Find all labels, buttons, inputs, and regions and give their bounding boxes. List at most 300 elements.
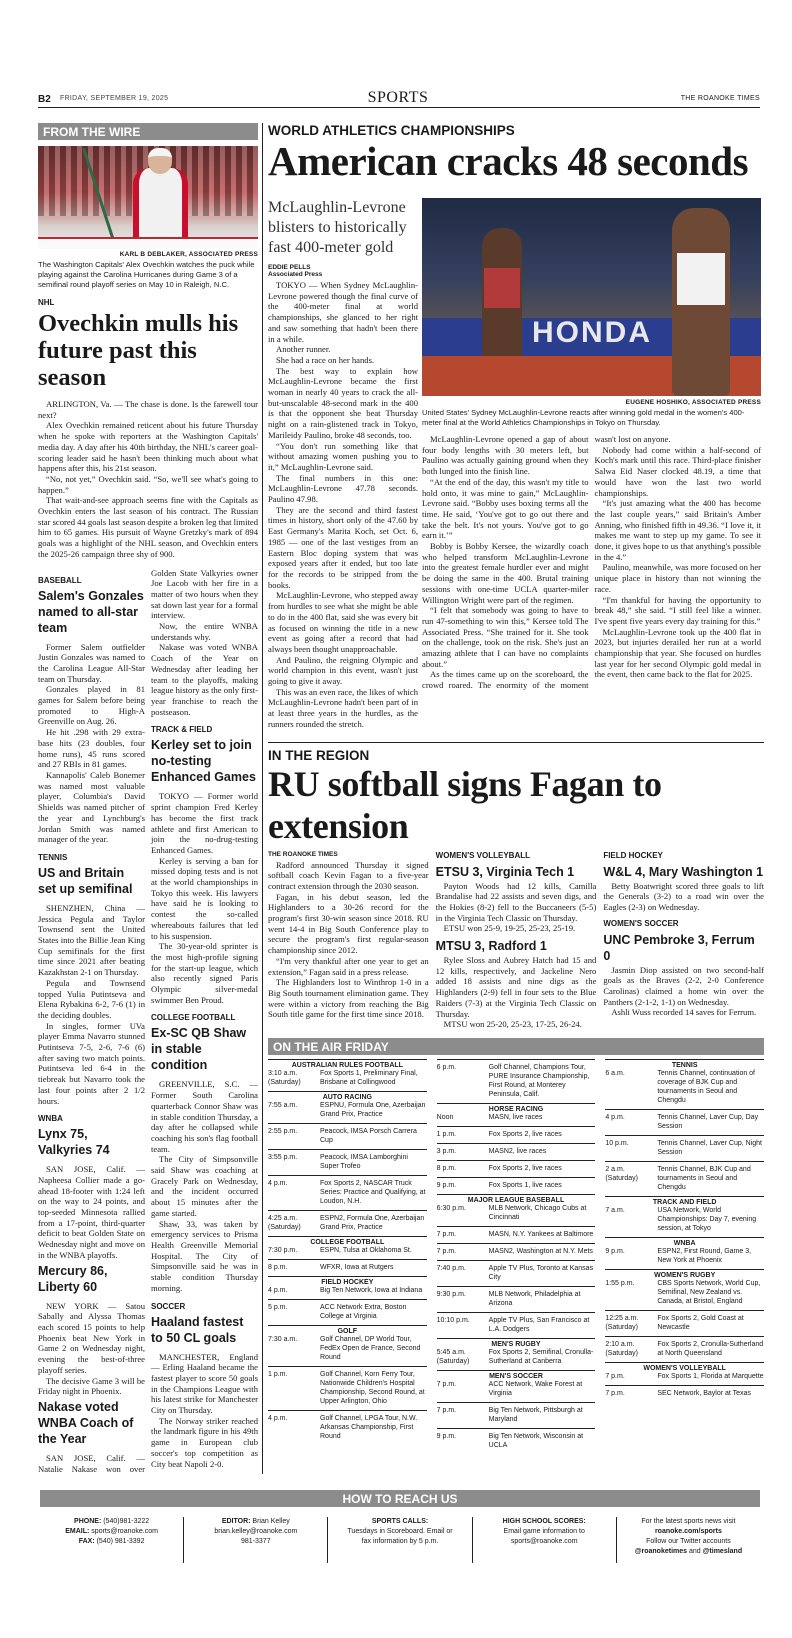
tv-listing xyxy=(437,1160,596,1177)
tv-listing xyxy=(605,1372,764,1385)
contact-line xyxy=(332,1517,467,1527)
tv-time: 9 p.m. xyxy=(605,1247,625,1255)
lead-body-row xyxy=(268,198,764,730)
contact-banner: HOW TO REACH US xyxy=(40,1490,760,1507)
tv-description: Peacock, IMSA Lamborghini Super Trofeo xyxy=(320,1153,408,1170)
tv-listing xyxy=(268,1259,427,1276)
contact-text: (540) 981-3392 xyxy=(94,1538,145,1546)
paragraph: Former Salem outfielder Justin Gonzales was named to the Carolina League All-Star team on Thursday. xyxy=(38,641,145,684)
brief-headline: Nakase voted WNBA Coach of the Year xyxy=(38,1399,134,1446)
tv-sport-heading: HORSE RACING xyxy=(437,1103,596,1113)
paragraph: Kannapolis' Caleb Bonemer was named most valuable player, Columbia's David Shields was named pitcher of the year and Lynchburg's Jordan Smith was named manager of the year. xyxy=(38,769,145,845)
contact-label: FAX: xyxy=(78,1538,95,1546)
tv-description: Fox Sports 2, Cronulla-Sutherland at North Queensland xyxy=(657,1340,764,1357)
tv-time: 4 p.m. xyxy=(268,1179,288,1187)
tv-description: Tennis Channel, Laver Cup, Night Session xyxy=(657,1139,762,1156)
brief-kicker: WOMEN'S VOLLEYBALL xyxy=(435,850,530,860)
paragraph: The best way to explain how McLaughlin-Levrone became the first woman in nearly 40 years to crack the all-but-unscalable 48-second mark in the 400 is that the opponent she beat Thursday night on a rain-glistened track in Tokyo, Marileidy Paulino, broke 48 seconds, too. xyxy=(268,365,418,440)
tv-description: MLB Network, Philadelphia at Arizona xyxy=(488,1290,581,1307)
brief xyxy=(151,725,258,1005)
paragraph: Betty Boatwright scored three goals to lift the Generals (3-2) to a road win over the Eagles (2-3) on Wednesday. xyxy=(603,880,764,912)
tv-listing xyxy=(268,1069,427,1091)
lead-photo-caption: United States' Sydney McLaughlin-Levrone reacts after winning gold medal in the women's 400-meter final at the World Athletics Championships in Tokyo on Thursday. xyxy=(422,408,745,427)
lead-body-col-1 xyxy=(268,280,418,730)
tv-listing xyxy=(268,1123,427,1149)
paragraph: Payton Woods had 12 kills, Camilla Brandalise had 22 assists and seven digs, and the Hokies (8-2) fell to the Buccaneers (5-5) in the Virginia Tech Classic on Thursday. xyxy=(435,880,597,923)
paragraph: MTSU won 25-20, 25-23, 17-25, 26-24. xyxy=(443,1019,582,1030)
tv-sport-heading: WOMEN'S VOLLEYBALL xyxy=(605,1362,764,1372)
contact-text: Follow our Twitter accounts xyxy=(646,1538,731,1546)
paragraph: Kerley is serving a ban for missed doping tests and is not at the world championships in Tokyo this week. His lawyers have said he is looking to contest the so-called whereabouts failures that led to his suspension. xyxy=(151,855,258,941)
tv-description: Tennis Channel, continuation of coverage of BJK Cup and tournaments in Seoul and Chengdu xyxy=(657,1069,756,1104)
tv-listing xyxy=(268,1335,427,1366)
contact-line xyxy=(621,1537,756,1547)
tv-time: 7 p.m. xyxy=(436,1230,457,1238)
tv-listing xyxy=(605,1069,764,1109)
tv-time: 7:30 a.m. xyxy=(268,1335,298,1343)
tv-description: Big Ten Network, Pittsburgh at Maryland xyxy=(488,1406,583,1423)
brief-headline: US and Britain set up semifinal xyxy=(38,865,133,896)
tv-time: 4 p.m. xyxy=(268,1414,288,1422)
paragraph: This was an even race, the likes of which McLaughlin-Levrone hadn't been part of in at least three years in the hurdles, as the runners rounded the stretch. xyxy=(268,686,418,729)
paragraph: That wait-and-see approach seems fine with the Capitals as Ovechkin enters the last season of his contract. The Russian star scored 44 goals last season despite a broken leg that limited him to 65 games. His pursuit of Wayne Gretzky's mark of 894 goals was a highlight of the NHL season, and Ovechkin enters the 2025-26 campaign three shy of 900. xyxy=(38,495,258,559)
tv-sport-heading: MEN'S RUGBY xyxy=(437,1338,596,1348)
tv-listing xyxy=(437,1380,596,1402)
paragraph: ARLINGTON, Va. — The chase is done. Is the farewell tour next? xyxy=(38,399,258,420)
lead-headline: American cracks 48 seconds xyxy=(268,138,749,184)
tv-time: 1:55 p.m. xyxy=(605,1279,635,1287)
lead-kicker: WORLD ATHLETICS CHAMPIONSHIPS xyxy=(268,123,515,138)
section-banner: FROM THE WIRE xyxy=(38,123,258,140)
tv-description: Apple TV Plus, San Francisco at L.A. Dodgers xyxy=(488,1316,590,1333)
paragraph: “No, not yet,” Ovechkin said. “So, we'll see what's going to happen.” xyxy=(38,473,258,495)
paragraph: TOKYO — Former world sprint champion Fred Kerley has become the first track athlete and first American to join the no-drug-testing Enhanced Games. xyxy=(151,791,258,855)
tv-description: MASN2, Washington at N.Y. Mets xyxy=(488,1247,593,1255)
tv-time: 2 a.m. (Saturday) xyxy=(605,1165,639,1182)
contact-text: Email game information to xyxy=(503,1528,585,1536)
paragraph: “You don't run something like that without amazing women pushing you to it,” McLaughlin-Levrone said. xyxy=(268,440,418,472)
paragraph: Fagan, in his debut season, led the Highlanders to a 30-26 record for the program's first 30-win season since 2018. RU went 14-4 in Big South Conference play to secure the program's first regular-season championship since 2012. xyxy=(268,891,429,956)
brief-headline: UNC Pembroke 3, Ferrum 0 xyxy=(603,932,755,963)
region-section xyxy=(268,742,764,1030)
tv-listing xyxy=(268,1366,427,1410)
tv-listing xyxy=(605,1109,764,1135)
tv-listing xyxy=(437,1177,596,1194)
paragraph: Radford announced Thursday it signed softball coach Kevin Fagan to a five-year contract extension through the 2030 season. xyxy=(268,859,429,891)
tv-listing xyxy=(605,1247,764,1269)
tv-time: 7 p.m. xyxy=(436,1247,457,1255)
paragraph: Alex Ovechkin remained reticent about his future Thursday when he spoke with reporters at the Washington Capitals' media day. A day after his 40th birthday, the NHL's career goal-scoring leader said he hasn't been thinking much about what happens after this, his 21st season. xyxy=(38,420,258,474)
tv-listing xyxy=(605,1336,764,1362)
tv-column xyxy=(437,1059,596,1454)
tv-listing xyxy=(268,1246,427,1259)
region-byline: THE ROANOKE TIMES xyxy=(268,850,338,858)
tv-time: 3:55 p.m. xyxy=(268,1153,298,1161)
tv-time: 4 p.m. xyxy=(268,1286,288,1294)
photo-sign-text: HONDA xyxy=(532,316,652,349)
tv-time: 6 a.m. xyxy=(605,1069,625,1077)
mclaughlin-levrone-photo xyxy=(422,198,761,396)
brief-kicker: COLLEGE FOOTBALL xyxy=(151,1013,236,1023)
right-column xyxy=(262,123,764,1474)
paragraph: “I'm thankful for having the opportunity to break 48,” she said. “I still feel like a winner. I've spent five years every day training for this.” xyxy=(594,594,761,626)
paragraph: The Highlanders lost to Winthrop 1-0 in a Big South tournament elimination game. They were within a victory from reaching the Big South title game for the first time since 2018. xyxy=(268,977,429,1020)
tv-listing xyxy=(437,1204,596,1226)
tv-listing xyxy=(437,1348,596,1370)
paragraph: As the times came up on the scoreboard, the crowd roared. The enormity of the moment wasn't lost on anyone. xyxy=(422,434,671,691)
paragraph: ETSU won 25-9, 19-25, 25-23, 25-19. xyxy=(443,923,576,934)
tv-listing xyxy=(437,1126,596,1143)
brief-kicker: WNBA xyxy=(38,1114,63,1124)
tv-description: Fox Sports 2, live races xyxy=(488,1164,562,1172)
tv-time: 7:40 p.m. xyxy=(436,1264,466,1272)
tv-listing xyxy=(605,1206,764,1237)
brief xyxy=(151,1302,258,1470)
tv-description: Golf Channel, Champions Tour, PURE Insurance Championship, First Round, at Monterey Peninsula, Calif. xyxy=(488,1063,590,1098)
tv-time: 5 p.m. xyxy=(268,1303,288,1311)
tv-listing xyxy=(437,1113,596,1126)
tv-sport-heading: FIELD HOCKEY xyxy=(268,1276,427,1286)
tv-time: 9:30 p.m. xyxy=(436,1290,466,1298)
contact-line xyxy=(477,1537,612,1547)
contact-item xyxy=(40,1517,184,1563)
contact-text: fax information by 5 p.m. xyxy=(361,1538,439,1546)
paragraph: “I felt that somebody was going to have to run 47-something to win this,” Kersee told The Associated Press. “She trained for it. She took on the challenge, took on the risk. She's just an amazing athlete that I can have no complaints about.” xyxy=(422,605,589,669)
contact-item xyxy=(617,1517,760,1563)
brief-kicker: TENNIS xyxy=(38,852,68,862)
tv-description: Big Ten Network, Iowa at Indiana xyxy=(320,1286,423,1294)
brief-headline: W&L 4, Mary Washington 1 xyxy=(603,864,764,879)
tv-listing xyxy=(437,1243,596,1260)
tv-sport-heading: MEN'S SOCCER xyxy=(437,1370,596,1380)
brief-kicker: BASEBALL xyxy=(38,575,82,585)
lead-right xyxy=(422,198,761,730)
contact-label: @roanoketimes xyxy=(634,1548,688,1556)
brief-headline: Haaland fastest to 50 CL goals xyxy=(151,1314,244,1345)
lead-photo-credit: EUGENE HOSHIKO, ASSOCIATED PRESS xyxy=(625,399,761,406)
contact-text: and xyxy=(687,1548,703,1556)
tv-time: 7:55 a.m. xyxy=(268,1101,298,1109)
paragraph: McLaughlin-Levrone took up the 400 flat in 2023, but injuries derailed her run at a world championship that year. She focused on hurdles last year for her second Olympic gold medal in the event, then came back to the flat for 2025. xyxy=(594,626,761,680)
brief-headline: Salem's Gonzales named to all-star team xyxy=(38,588,144,635)
tv-sport-heading: MAJOR LEAGUE BASEBALL xyxy=(437,1194,596,1204)
tv-description: Fox Sports 1, Florida at Marquette xyxy=(657,1372,764,1380)
paragraph: SAN JOSE, Calif. — Napheesa Collier made a go-ahead 18-footer with 1:24 left on the way to 24 points, and top-seeded Minnesota rallied from a 17-point, third-quarter deficit to beat Golden State on Wednesday night and move on in the WNBA playoffs. xyxy=(38,1164,145,1260)
paragraph: The 30-year-old sprinter is the most high-profile signing for the start-up league, which also recently signed Paris Olympic silver-medal swimmer Ben Proud. xyxy=(151,941,258,1005)
tv-banner: ON THE AIR FRIDAY xyxy=(268,1038,764,1055)
tv-time: 9 p.m. xyxy=(436,1432,457,1440)
tv-time: 7 p.m. xyxy=(605,1389,625,1397)
brief xyxy=(38,576,145,845)
brief-headline: Kerley set to join no-testing Enhanced Games xyxy=(151,738,256,785)
paragraph: MANCHESTER, England — Erling Haaland became the fastest player to score 50 goals in the Champions League with his latest strike for Manchester City on Thursday. xyxy=(151,1351,258,1416)
contact-item xyxy=(184,1517,328,1563)
tv-description: ACC Network, Wake Forest at Virginia xyxy=(488,1380,583,1397)
brief xyxy=(38,1263,145,1397)
tv-time: 8 p.m. xyxy=(268,1263,288,1271)
contact-label: SPORTS CALLS: xyxy=(371,1518,429,1526)
paragraph: The Norway striker reached the landmark figure in his 49th game in European club soccer's top competition as City beat Napoli 2-0. xyxy=(151,1415,258,1469)
contact-text: brian.kelley@roanoke.com xyxy=(214,1528,298,1536)
tv-sport-heading: TRACK AND FIELD xyxy=(605,1196,764,1206)
contact-text: Tuesdays in Scoreboard. Email or xyxy=(347,1528,453,1536)
brief xyxy=(38,1114,145,1260)
contact-line xyxy=(621,1527,756,1537)
paragraph: Nobody had come within a half-second of Koch's mark until this race. Third-place finisher Salwa Eid Naser clocked 48.19, a time that would have won the last two world championships. xyxy=(594,444,761,498)
contact-text: Brian Kelley xyxy=(250,1518,290,1526)
tv-listing xyxy=(437,1286,596,1312)
contact-label: EMAIL: xyxy=(65,1528,90,1536)
page-number: B2 xyxy=(38,94,51,105)
contact-line xyxy=(477,1527,612,1537)
contact-label: @timesland xyxy=(702,1548,743,1556)
tv-description: WFXR, Iowa at Rutgers xyxy=(320,1263,394,1271)
tv-description: Fox Sports 2, NASCAR Truck Series: Practice and Qualifying, at Loudon, N.H. xyxy=(320,1179,426,1205)
brief xyxy=(151,1013,258,1293)
paragraph: Another runner. xyxy=(276,344,331,355)
tv-time: 2:10 a.m. (Saturday) xyxy=(605,1340,639,1357)
paragraph: Bobby is Bobby Kersee, the wizardly coach who helped transform McLaughlin-Levrone into the greatest female hurdler ever and might be doing the same in the 400. Brutal training sessions with one-time UCLA quarter-miler Willington Wright were part of the regimen. xyxy=(422,541,589,605)
tv-time: 4 p.m. xyxy=(605,1113,625,1121)
tv-sport-heading: TENNIS xyxy=(605,1059,764,1069)
brief xyxy=(38,853,145,1106)
tv-listing xyxy=(605,1279,764,1310)
photo-caption: The Washington Capitals' Alex Ovechkin watches the puck while playing against the Carolina Hurricanes during Game 3 of a semifinal round playoff series on May 10 in Raleigh, N.C. xyxy=(38,260,255,289)
paragraph: And Paulino, the reigning Olympic and world champion in this event, wasn't just going to give it away. xyxy=(268,654,418,687)
paragraph: Now, the entire WNBA understands why. xyxy=(151,621,258,642)
tv-time: 10:10 p.m. xyxy=(436,1316,470,1324)
paragraph: McLaughlin-Levrone, who stepped away from hurdles to see what she might be able to do in the 400 flat, said she was every bit as focused on winning the title in a new event as going after a record that had always been thought unapproachable. xyxy=(268,590,418,654)
tv-listing xyxy=(605,1385,764,1402)
paragraph: NEW YORK — Satou Sabally and Alyssa Thomas each scored 15 points to help Phoenix beat New York in Game 2 on Wednesday night, evening the best-of-three playoff series. xyxy=(38,1300,145,1375)
contact-line xyxy=(477,1517,612,1527)
tv-listing xyxy=(437,1260,596,1286)
tv-description: ESPN, Tulsa at Oklahoma St. xyxy=(320,1246,412,1254)
region-kicker: IN THE REGION xyxy=(268,747,370,763)
brief-headline: Ex-SC QB Shaw in stable condition xyxy=(151,1026,247,1073)
tv-sport-heading: COLLEGE FOOTBALL xyxy=(268,1236,427,1246)
contact-line xyxy=(188,1527,323,1537)
region-briefs xyxy=(268,851,764,1030)
section-title: SPORTS xyxy=(367,89,429,106)
brief-kicker: TRACK & FIELD xyxy=(151,725,213,735)
paragraph: Rylee Sloss and Aubrey Hatch had 15 and 12 kills, respectively, and Jackeline Nero added 18 assists and nine digs as the Highlanders (2-9) fell in four sets to the Blue Raiders (7-3) at the Virginia Tech Classic on Thursday. xyxy=(435,955,597,1019)
paragraph: In singles, former UVa player Emma Navarro stunned Putintseva 7-5, 2-6, 7-6 (6) after saving two match points. Putintseva led 6-4 in the tiebreak but Navarro took the last four points after 2 1/2 hours. xyxy=(38,1020,145,1106)
story-kicker: NHL xyxy=(38,298,55,307)
tv-description: Golf Channel, Korn Ferry Tour, Nationwide Children's Hospital Championship, Second Round, at Upper Arlington, Ohio xyxy=(320,1370,425,1405)
paragraph: Shaw, 33, was taken by emergency services to Prisma Health Greenville Memorial Hospital. The City of Simpsonville said he was in stable condition Thursday morning. xyxy=(151,1218,258,1293)
tv-time: 4:25 a.m. (Saturday) xyxy=(268,1214,301,1231)
tv-time: 7 p.m. xyxy=(605,1372,625,1380)
tv-grid xyxy=(268,1059,764,1454)
tv-description: Big Ten Network, Wisconsin at UCLA xyxy=(488,1432,584,1449)
tv-time: 10 p.m. xyxy=(605,1139,629,1147)
contact-label: PHONE: xyxy=(74,1518,102,1526)
tv-time: 1 p.m. xyxy=(436,1130,457,1138)
tv-listing xyxy=(268,1175,427,1210)
paragraph: The final numbers in this one: McLaughlin-Levrone 47.78 seconds. Paulino 47.98. xyxy=(268,472,418,505)
contact-item xyxy=(473,1517,617,1563)
tv-description: ESPNU, Formula One, Azerbaijan Grand Prix, Practice xyxy=(320,1101,426,1118)
tv-time: 7:30 p.m. xyxy=(268,1246,298,1254)
paragraph: Ashli Wuss recorded 14 saves for Ferrum. xyxy=(611,1007,757,1018)
photo-credit: KARL B DEBLAKER, ASSOCIATED PRESS xyxy=(119,251,258,258)
tv-description: SEC Network, Baylor at Texas xyxy=(657,1389,751,1397)
contact-info xyxy=(40,1517,760,1563)
tv-description: USA Network, World Championships: Day 7, evening session, at Tokyo xyxy=(657,1206,757,1232)
paragraph: “It's just amazing what the 400 has become the last couple years,” said Britain's Amber Anning, who finished fifth in 49.36. “I love it, it makes me want to step up my game. To see it done, it gives hope to us that anything's possible in the 4.” xyxy=(594,498,761,562)
paragraph: SHENZHEN, China — Jessica Pegula and Taylor Townsend sent the United States into the Billie Jean King Cup semifinals for the first time since 2021 after beating Kazakhstan 2-1 on Thursday. xyxy=(38,902,145,978)
news-briefs xyxy=(38,568,258,1475)
tv-time: 3:10 a.m. (Saturday) xyxy=(268,1069,301,1086)
tv-time: 2:55 p.m. xyxy=(268,1127,298,1135)
paragraph: “At the end of the day, this wasn't my title to hold onto, it was mine to gain,” McLaughlin-Levrone said. “Bobby uses boxing terms all the time. He said, ‘You've got to go out there and take the belt. It's not yours. You've got to go earn it.’” xyxy=(422,476,589,541)
tv-listing xyxy=(437,1226,596,1243)
tv-time: Noon xyxy=(436,1113,454,1121)
tv-description: Fox Sports 2, live races xyxy=(488,1130,562,1138)
paragraph: SAN JOSE, Calif. — Natalie Nakase won over Golden State Valkyries owner Joe Lacob with her fire in a matter of two hours when they sat down last year for a formal interview. xyxy=(38,567,258,1474)
paragraph: “I'm very thankful after one year to get an extension,” Fagan said in a press release. xyxy=(268,955,429,977)
paragraph: Jasmin Diop assisted on two second-half goals as the Braves (2-2, 2-0 Conference Carolinas) claimed a home win over the Panthers (2-1-2, 1-1) on Wednesday. xyxy=(603,964,764,1007)
contact-text: For the latest sports news visit xyxy=(641,1518,736,1526)
tv-listing xyxy=(605,1135,764,1161)
lead-byline: EDDIE PELLS xyxy=(268,264,311,271)
tv-description: MLB Network, Chicago Cubs at Cincinnati xyxy=(488,1204,587,1221)
contact-line xyxy=(621,1517,756,1527)
main-content xyxy=(38,123,764,1474)
contact-item xyxy=(328,1517,472,1563)
brief-headline: Lynx 75, Valkyries 74 xyxy=(38,1127,110,1158)
paragraph: Pegula and Townsend topped Yulia Putintseva and Elena Rybakina 6-2, 7-6 (1) in the deciding doubles. xyxy=(38,977,145,1020)
paragraph: He hit .298 with 29 extra-base hits (23 doubles, four home runs), 45 runs scored and 27 RBIs in 81 games. xyxy=(38,727,145,770)
tv-description: Fox Sports 1, Preliminary Final, Brisbane at Collingwood xyxy=(320,1069,418,1086)
story-body xyxy=(38,399,258,560)
contact-line xyxy=(332,1527,467,1537)
tv-listing xyxy=(268,1210,427,1236)
brief-headline: Mercury 86, Liberty 60 xyxy=(38,1263,108,1294)
from-the-wire xyxy=(38,123,258,1474)
lead-story xyxy=(268,123,764,730)
contact-line xyxy=(44,1527,179,1537)
tv-description: Apple TV Plus, Toronto at Kansas City xyxy=(488,1264,594,1281)
tv-description: Tennis Channel, BJK Cup and tournaments in Seoul and Chengdu xyxy=(657,1165,751,1191)
page-date: FRIDAY, SEPTEMBER 19, 2025 xyxy=(60,95,169,102)
contact-line xyxy=(621,1547,756,1557)
tv-time: 7 a.m. xyxy=(605,1206,625,1214)
tv-time: 1 p.m. xyxy=(268,1370,288,1378)
tv-listing xyxy=(437,1143,596,1160)
tv-description: Golf Channel, DP World Tour, FedEx Open de France, Second Round xyxy=(320,1335,421,1361)
paragraph: GREENVILLE, S.C. — Former South Carolina quarterback Connor Shaw was in stable condition Thursday, a day after he collapsed while coaching his son's flag football team. xyxy=(151,1079,258,1154)
tv-sport-heading: GOLF xyxy=(268,1325,427,1335)
tv-listing xyxy=(437,1428,596,1454)
tv-listing xyxy=(268,1299,427,1325)
tv-description: ESPN2, First Round, Game 3, New York at Phoenix xyxy=(657,1247,752,1264)
tv-listing xyxy=(268,1101,427,1123)
tv-time: 3 p.m. xyxy=(436,1147,457,1155)
lead-agency: Associated Press xyxy=(268,271,323,278)
paper-name: THE ROANOKE TIMES xyxy=(680,95,760,102)
contact-text: 981-3377 xyxy=(241,1538,271,1546)
contact-text: (540)981-3222 xyxy=(101,1518,150,1526)
tv-time: 6:30 p.m. xyxy=(436,1204,466,1212)
tv-description: MASN2, live races xyxy=(488,1147,547,1155)
ovechkin-photo xyxy=(38,146,258,249)
paragraph: They are the second and third fastest times in history, short only of the 47.60 by East Germany's Marita Koch, set Oct. 6, 1985 — one of the last vestiges from an Eastern Bloc doping system that was exposed years after it ended, but too late for the records to be stripped from the books. xyxy=(268,504,418,590)
contact-label: EDITOR: xyxy=(221,1518,251,1526)
tv-listing xyxy=(437,1312,596,1338)
tv-listing xyxy=(437,1402,596,1428)
page-header xyxy=(38,89,760,108)
tv-column xyxy=(268,1059,427,1454)
tv-description: Peacock, IMSA Porsch Carrera Cup xyxy=(320,1127,417,1144)
tv-time: 7 p.m. xyxy=(436,1380,457,1388)
contact-label: HIGH SCHOOL SCORES: xyxy=(502,1518,586,1526)
paragraph: Gonzales played in 81 games for Salem before being promoted to High-A Greenville on Aug. 26. xyxy=(38,684,145,727)
tv-listing xyxy=(605,1161,764,1196)
tv-description: Golf Channel, LPGA Tour, N.W. Arkansas Championship, First Round xyxy=(320,1414,418,1440)
region-headline: RU softball signs Fagan to extension xyxy=(268,763,662,846)
contact-line xyxy=(44,1537,179,1547)
tv-time: 5:45 a.m. (Saturday) xyxy=(436,1348,470,1365)
paragraph: TOKYO — When Sydney McLaughlin-Levrone powered though the final curve of the 400-meter final at world championships, she glanced to her right and saw something that hadn't been there in a while. xyxy=(268,280,418,344)
story-headline: Ovechkin mulls his future past this season xyxy=(38,310,239,391)
brief-headline: ETSU 3, Virginia Tech 1 xyxy=(435,864,575,879)
tv-listings xyxy=(268,1038,764,1454)
paragraph: Paulino, meanwhile, was more focused on her unique place in history than not winning the race. xyxy=(594,562,761,594)
tv-description: MASN, live races xyxy=(488,1113,543,1121)
lead-col-1 xyxy=(268,198,418,730)
contact-line xyxy=(332,1537,467,1547)
contact-line xyxy=(188,1517,323,1527)
tv-listing xyxy=(605,1310,764,1336)
tv-time: 7 p.m. xyxy=(436,1406,457,1414)
paragraph: Nakase was voted WNBA Coach of the Year on Wednesday after leading her team to the playoffs, making league history as the only first-year franchise to reach the postseason. xyxy=(151,642,258,717)
tv-listing xyxy=(437,1059,596,1103)
tv-description: Fox Sports 2, Semifinal, Cronulla-Sutherland at Canberra xyxy=(488,1348,594,1365)
tv-sport-heading: WOMEN'S RUGBY xyxy=(605,1269,764,1279)
contact-line xyxy=(44,1517,179,1527)
brief-kicker: WOMEN'S SOCCER xyxy=(603,918,679,928)
tv-description: ESPN2, Formula One, Azerbaijan Grand Prix, Practice xyxy=(320,1214,425,1231)
tv-sport-heading: AUTO RACING xyxy=(268,1091,427,1101)
brief-kicker: FIELD HOCKEY xyxy=(603,850,663,860)
paragraph: McLaughlin-Levrone opened a gap of about four body lengths with 30 meters left, but Paulino was actually gaining ground when they both lunged into the finish line. xyxy=(422,434,589,477)
lead-body-col-2-3 xyxy=(422,434,761,691)
brief-headline: MTSU 3, Radford 1 xyxy=(435,939,547,954)
tv-time: 6 p.m. xyxy=(436,1063,457,1071)
tv-description: Fox Sports 1, live races xyxy=(488,1181,562,1189)
contact-text: sports@roanoke.com xyxy=(510,1538,578,1546)
tv-time: 12:25 a.m. (Saturday) xyxy=(605,1314,639,1331)
tv-listing xyxy=(268,1149,427,1175)
contact-text: sports@roanoke.com xyxy=(89,1528,158,1536)
tv-listing xyxy=(268,1410,427,1445)
contact-line xyxy=(188,1537,323,1547)
tv-description: Tennis Channel, Laver Cup, Day Session xyxy=(657,1113,759,1130)
tv-description: MASN, N.Y. Yankees at Baltimore xyxy=(488,1230,594,1238)
tv-sport-heading: WNBA xyxy=(605,1237,764,1247)
tv-description: CBS Sports Network, World Cup, Semifinal, New Zealand vs. Canada, at Bristol, England xyxy=(657,1279,761,1305)
paragraph: The City of Simpsonville said Shaw was coaching at Gracely Park on Wednesday, and the incident occurred about 15 minutes after the game started. xyxy=(151,1154,258,1218)
tv-listing xyxy=(268,1286,427,1299)
tv-description: Fox Sports 2, Gold Coast at Newcastle xyxy=(657,1314,744,1331)
tv-time: 8 p.m. xyxy=(436,1164,457,1172)
contact-section xyxy=(40,1490,760,1563)
paragraph: She had a race on her hands. xyxy=(276,354,375,365)
tv-column xyxy=(605,1059,764,1454)
tv-time: 9 p.m. xyxy=(436,1181,457,1189)
